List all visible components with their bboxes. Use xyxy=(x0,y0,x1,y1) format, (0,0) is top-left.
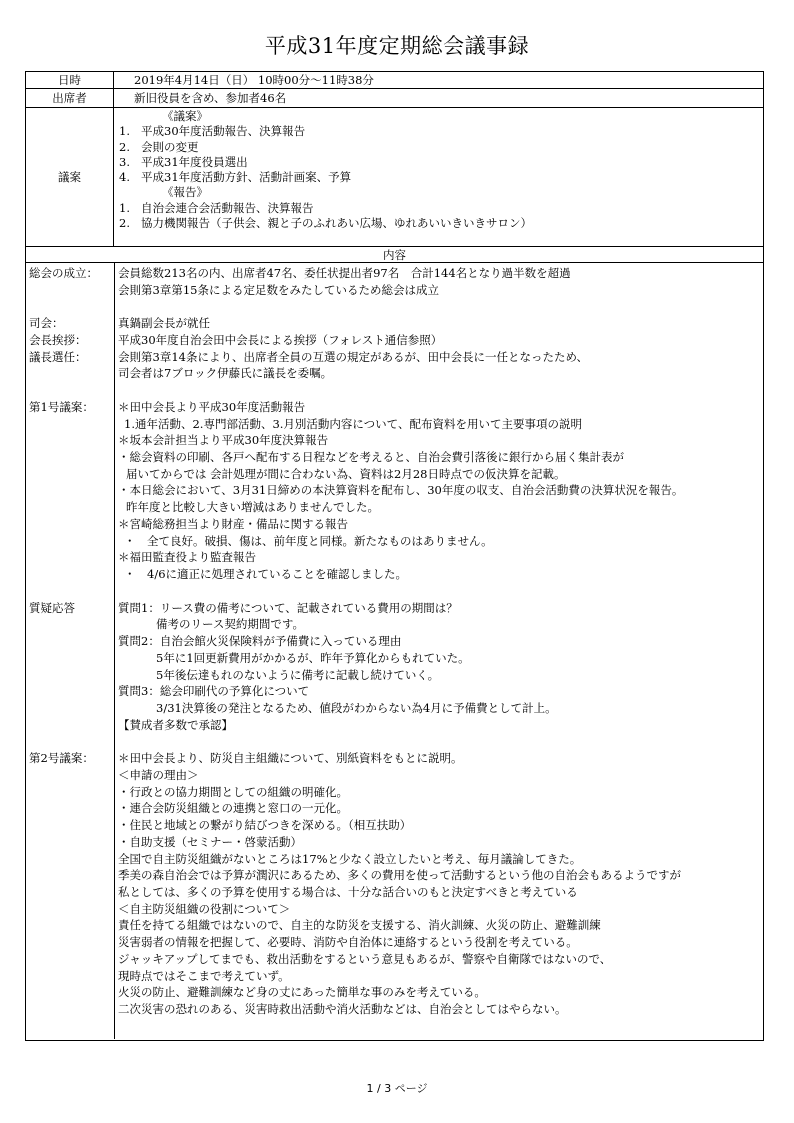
agenda-row xyxy=(26,108,763,247)
agenda-item-text: 《報告》 xyxy=(162,185,208,200)
content-text: 3/31決算後の発注となるため、値段がわからない為4月に予備費として計上。 xyxy=(156,700,557,715)
content-text: 質問3：総会印刷代の予算化について xyxy=(118,684,310,699)
content-line xyxy=(26,265,763,282)
content-line xyxy=(26,399,763,416)
content-line xyxy=(26,700,763,717)
content-line xyxy=(26,499,763,516)
content-text: 会則第3章14条により、出席者全員の互選の規定があるが、田中会長に一任となったため、 xyxy=(118,349,588,364)
content-text: 全国で自主防災組織がないところは17%と少なく設立したいと考え、毎月議論してきた。 xyxy=(118,851,582,866)
content-text: 二次災害の恐れのある、災害時救出活動や消火活動などは、自治会としてはやらない。 xyxy=(118,1002,567,1017)
content-line xyxy=(26,984,763,1001)
agenda-item-number: 2. xyxy=(119,216,130,231)
content-text: ・自助支援（セミナー・啓蒙活動） xyxy=(118,834,302,849)
content-line xyxy=(26,867,763,884)
content-line xyxy=(26,650,763,667)
content-line xyxy=(26,298,763,315)
content-line xyxy=(26,549,763,566)
content-text: 備考のリース契約期間です。 xyxy=(156,617,305,632)
content-text: ・行政との協力期間としての組織の明確化。 xyxy=(118,784,348,799)
content-line xyxy=(26,717,763,734)
agenda-item xyxy=(114,216,763,231)
content-line xyxy=(26,800,763,817)
content-text: 会則第3章第15条による定足数をみたしているため総会は成立 xyxy=(118,282,439,297)
content-line xyxy=(26,482,763,499)
content-text: 現時点ではそこまで考えていず。 xyxy=(118,968,290,983)
content-line xyxy=(26,365,763,382)
content-text: 火災の防止、避難訓練など身の丈にあった簡単な事のみを考えている。 xyxy=(118,985,486,1000)
content-text: 質問2：自治会館火災保険料が予備費に入っている理由 xyxy=(118,634,402,649)
agenda-item-text: 《議案》 xyxy=(162,109,208,123)
section-label: 司会： xyxy=(29,316,64,331)
agenda-item xyxy=(114,155,763,170)
section-label: 会長挨拶： xyxy=(29,332,87,347)
content-header: 内容 xyxy=(26,247,763,263)
content-line xyxy=(26,784,763,801)
content-line xyxy=(26,968,763,985)
agenda-item-text: 自治会連合会活動報告、決算報告 xyxy=(141,200,314,215)
content-line xyxy=(26,449,763,466)
section-label: 第2号議案： xyxy=(29,751,94,766)
content-text: ・本日総会において、3月31日締めの本決算資料を配布し、30年度の収支、自治会活動費の決算状況を報告。 xyxy=(118,483,684,498)
agenda-item-text: 協力機関報告（子供会、親と子のふれあい広場、ゆれあいいきいきサロン） xyxy=(141,216,532,231)
content-line xyxy=(26,1001,763,1018)
section-label: 質疑応答 xyxy=(29,600,75,615)
agenda-item-number: 1. xyxy=(119,200,130,215)
content-text: 【賛成者多数で承認】 xyxy=(118,717,233,732)
agenda-item-text: 平成31年度役員選出 xyxy=(141,154,248,169)
agenda-item xyxy=(114,170,763,185)
content-text: 届いてからでは 会計処理が間に合わない為、資料は2月28日時点での仮決算を記載。 xyxy=(126,466,566,481)
content-text: 司会者は7ブロック伊藤氏に議長を委嘱。 xyxy=(118,366,333,381)
minutes-table xyxy=(25,71,764,1041)
agenda-item xyxy=(114,201,763,216)
content-line xyxy=(26,566,763,583)
page-title: 平成31年度定期総会議事録 xyxy=(264,34,530,58)
content-text: 私としては、多くの予算を使用する場合は、十分な話合いのもと決定すべきと考えている xyxy=(118,885,578,899)
content-line xyxy=(26,533,763,550)
content-text: 会員総数213名の内、出席者47名、委任状提出者97名 合計144名となり過半数を超過 xyxy=(118,266,571,280)
content-line xyxy=(26,667,763,684)
content-text: ＜申請の理由＞ xyxy=(118,767,199,782)
content-text: ＊坂本会計担当より平成30年度決算報告 xyxy=(118,433,329,448)
agenda-label: 議案 xyxy=(26,108,114,246)
content-line xyxy=(26,750,763,767)
content-text: ・ 全て良好。破損、傷は、前年度と同様。新たなものはありません。 xyxy=(124,533,493,548)
content-line xyxy=(26,282,763,299)
content-line xyxy=(26,600,763,617)
content-text: ＊福田監査役より監査報告 xyxy=(118,550,256,565)
section-label: 議長選任： xyxy=(29,349,87,364)
section-label: 総会の成立： xyxy=(29,266,98,280)
agenda-item xyxy=(114,124,763,139)
content-text: 昨年度と比較し大きい増減はありませんでした。 xyxy=(126,500,379,515)
content-line xyxy=(26,767,763,784)
content-line xyxy=(26,733,763,750)
content-text: 5年に1回更新費用がかかるが、昨年予算化からもれていた。 xyxy=(156,650,470,665)
content-text: ＜自主防災組織の役割について＞ xyxy=(118,901,291,916)
content-line xyxy=(26,901,763,918)
agenda-item-text: 会則の変更 xyxy=(141,139,199,154)
agenda-section-heading xyxy=(114,185,763,200)
agenda-item-number: 3. xyxy=(119,154,130,169)
agenda-section-heading xyxy=(114,109,763,124)
agenda-item-number: 1. xyxy=(119,124,130,139)
content-text: 災害弱者の情報を把握して、必要時、消防や自治体に連絡するという役割を考えている。 xyxy=(118,935,578,950)
datetime-value: 2019年4月14日（日） 10時00分～11時38分 xyxy=(134,73,374,87)
content-text: 真鍋副会長が就任 xyxy=(118,316,210,331)
content-text: 責任を持てる組織ではないので、自主的な防災を支援する、消火訓練、火災の防止、避難訓練 xyxy=(118,918,601,933)
agenda-item-text: 平成31年度活動方針、活動計画案、予算 xyxy=(141,170,352,185)
content-line xyxy=(26,834,763,851)
content-line xyxy=(26,934,763,951)
datetime-label: 日時 xyxy=(26,72,114,88)
content-line xyxy=(26,951,763,968)
content-line xyxy=(26,851,763,868)
attendees-row xyxy=(26,89,763,108)
content-line xyxy=(26,884,763,901)
content-text: ・連合会防災組織との連携と窓口の一元化。 xyxy=(118,801,348,816)
content-text: 5年後伝達もれのないように備考に記載し続けていく。 xyxy=(156,667,440,682)
content-text: 質問1：リース費の備考について、記載されている費用の期間は？ xyxy=(118,600,458,615)
content-line xyxy=(26,516,763,533)
content-line xyxy=(26,466,763,483)
content-text: 1.通年活動、2.専門部活動、3.月別活動内容について、配布資料を用いて主要事項の説明 xyxy=(124,416,582,431)
content-text: ジャッキアップしてまでも、救出活動をするという意見もあるが、警察や自衛隊ではないので、 xyxy=(118,951,612,966)
agenda-item-number: 2. xyxy=(119,139,130,154)
attendees-label: 出席者 xyxy=(26,89,114,107)
agenda-list xyxy=(114,108,763,231)
content-text: 季美の森自治会では予算が潤沢にあるため、多くの費用を使って活動するという他の自治会もあるようですが xyxy=(118,868,682,883)
content-line xyxy=(26,633,763,650)
content-text: ＊田中会長より平成30年度活動報告 xyxy=(118,399,306,414)
agenda-item-text: 平成30年度活動報告、決算報告 xyxy=(141,124,306,139)
page-footer: 1 / 3 ページ xyxy=(366,1082,428,1095)
content-line xyxy=(26,315,763,332)
content-line xyxy=(26,917,763,934)
content-line xyxy=(26,382,763,399)
content-line xyxy=(26,332,763,349)
content-line xyxy=(26,416,763,433)
content-text: ・住民と地域との繋がり結びつきを深める。（相互扶助） xyxy=(118,818,412,833)
agenda-item xyxy=(114,140,763,155)
content-line xyxy=(26,683,763,700)
content-text: 平成30年度自治会田中会長による挨拶（フォレスト通信参照） xyxy=(118,332,443,347)
content-line xyxy=(26,817,763,834)
section-label: 第1号議案： xyxy=(29,399,94,414)
content-line xyxy=(26,349,763,366)
content-line xyxy=(26,583,763,600)
content-line xyxy=(26,432,763,449)
content-text: ・ 4/6に適正に処理されていることを確認しました。 xyxy=(124,567,408,582)
content-text: ＊田中会長より、防災自主組織について、別紙資料をもとに説明。 xyxy=(118,751,463,766)
content-text: ＊宮崎総務担当より財産・備品に関する報告 xyxy=(118,516,348,531)
content-line xyxy=(26,616,763,633)
agenda-item-number: 4. xyxy=(119,170,130,185)
datetime-row xyxy=(26,72,763,89)
content-text: ・総会資料の印刷、各戸へ配布する日程などを考えると、自治会費引落後に銀行から届く集計表が xyxy=(118,450,624,465)
attendees-value: 新旧役員を含め、参加者46名 xyxy=(134,91,287,105)
